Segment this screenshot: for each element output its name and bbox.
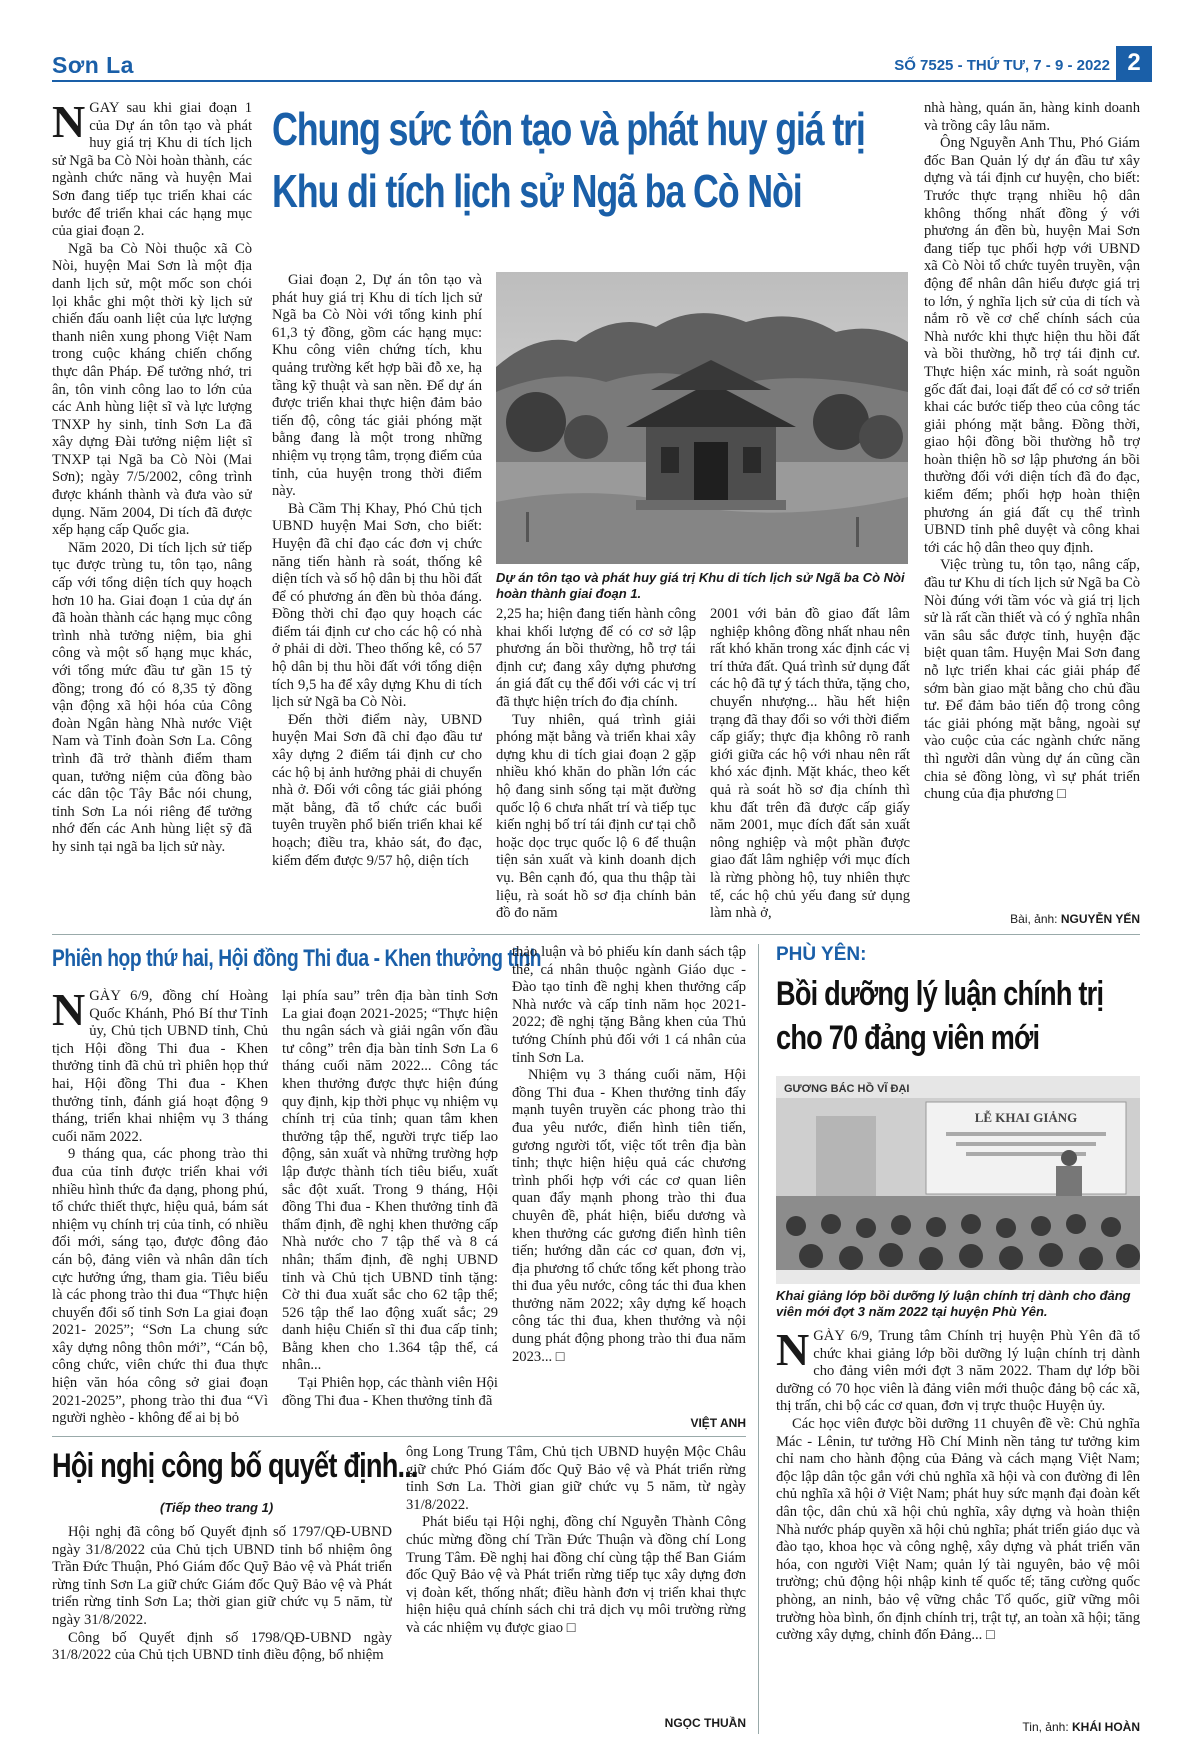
paragraph: Hội nghị đã công bố Quyết định số 1797/QĐ-UBND ngày 31/8/2022 của Chủ tịch UBND tỉnh bổ nhiệm ông Trần Đức Thuận, Phó Giám đốc Quỹ Bảo vệ và Phát triển rừng tỉnh Sơn La giữ chức Giám đốc Quỹ Bảo vệ và Phát triển rừng tỉnh Sơn La; thời gian giữ chức vụ 5 năm, từ ngày 31/8/2022. [52,1524,392,1628]
byline-name: VIỆT ANH [690,1416,746,1430]
paragraph: thảo luận và bỏ phiếu kín danh sách tập thể, cá nhân thuộc ngành Giáo dục - Đào tạo tỉnh đề nghị khen thưởng cấp Nhà nước và cấp tỉnh năm học 2021-2022; đề nghị tặng Bằng khen của Thủ tướng Chính phủ đối với 1 cá nhân của tỉnh Sơn La. [512,944,746,1066]
byline-name: NGUYỄN YẾN [1060,912,1140,926]
paragraph: 2001 với bản đồ giao đất lâm nghiệp không đồng nhất nhau nên rất khó khăn trong xác định các vị trí thửa đất. Quá trình sử dụng đất các hộ đã tự ý tách thửa, tặng cho, chuyển nhượng... hầu hết hiện trạng đã thay đổi so với thời điểm cấp giấy; thực địa không rõ ranh giới giữa các hộ với nhau nên rất khó xác định. Mặt khác, theo kết quả rà soát hồ sơ địa chính thì khu đất trên đã được cấp giấy năm 2001, mục đích đất sản xuất nông nghiệp và một phần được giao đất lâm nghiệp với mục đích là rừng phòng hộ, tuy nhiên thực tế, các hộ chủ yếu đang sử dụng làm nhà ở, [710,606,910,922]
article1-column-3 [496,606,696,930]
section-name: Sơn La [52,52,134,78]
paragraph: GAY sau khi giai đoạn 1 của Dự án tôn tạo và phát huy giá trị Khu di tích lịch sử Ngã ba Cò Nòi hoàn thành, các ngành chức năng và huyện Mai Sơn đang tiếp tục triển khai các bước để triển khai các hạng mục của giai đoạn 2. [52,100,252,240]
article2-column-3 [512,944,746,1414]
article1-title-line2: Khu di tích lịch sử Ngã ba Cò Nòi [272,165,802,217]
paragraph: Phát biểu tại Hội nghị, đồng chí Nguyễn Thành Công chúc mừng đồng chí Trần Đức Thuận và đồng chí Long Trung Tâm. Đề nghị hai đồng chí cùng tập thể Ban Giám đốc Quỹ Bảo vệ và Phát triển rừng tiếp tục xây dựng đơn vị đoàn kết, thống nhất; điều hành đơn vị triển khai thực hiện hiệu quả chính sách chi trả dịch vụ môi trường rừng và các nhiệm vụ được giao □ [406,1514,746,1637]
paragraph: Đến thời điểm này, UBND huyện Mai Sơn đã chỉ đạo đầu tư xây dựng 2 điểm tái định cư cho các hộ bị ảnh hưởng phải di chuyển nhà ở. Đối với công tác giải phóng mặt bằng, đã tổ chức các buổi tuyên truyền phổ biến triển khai kế hoạch; điều tra, khảo sát, đo đạc, kiểm đếm được 9/57 hộ, diện tích [272,711,482,869]
paragraph: ông Long Trung Tâm, Chủ tịch UBND huyện Mộc Châu giữ chức Phó Giám đốc Quỹ Bảo vệ và Phát triển rừng tỉnh Sơn La. Thời gian giữ chức vụ 5 năm, từ ngày 31/8/2022. [406,1444,746,1513]
article1-column-5 [924,100,1140,910]
memorial-photo-image [496,272,908,564]
article2-column-2 [282,988,498,1428]
paragraph: 9 tháng qua, các phong trào thi đua của tỉnh được triển khai với nhiều hình thức đa dạng, phong phú, tổ chức thiết thực, hiệu quả, bám sát nhiệm vụ chính trị của tỉnh, có nhiều đổi mới, sáng tạo, được đông đảo cán bộ, đảng viên và nhân dân tích cực hưởng ứng, tham gia. Tiêu biểu là các phong trào thi đua “Thực hiện chuyển đổi số tỉnh Sơn La giai đoạn 2021- 2025”; “Sơn La chung sức xây dựng nông thôn mới”, “Cán bộ, công chức, viên chức thi đua thực hiện văn hóa công sở giai đoạn 2021-2025”, phong trào thi đua “Vì người nghèo - không để ai bị bỏ [52,1146,268,1427]
article4-body [776,1328,1140,1720]
dropcap: N [52,988,86,1035]
column-divider [758,944,759,1734]
dropcap: N [776,1328,810,1375]
photo-sign-text: LỄ KHAI GIẢNG [974,1110,1078,1125]
article1-headline [272,98,912,238]
paragraph: Nhiệm vụ 3 tháng cuối năm, Hội đồng Thi đua - Khen thưởng tỉnh đẩy mạnh tuyên truyền các phong trào thi đua yêu nước, điển hình tiên tiến, gương người tốt, việc tốt trên địa bàn tỉnh; thực hiện hiệu quả các chương trình phối hợp với các cơ quan liên quan đẩy mạnh phong trào thi đua chuyên đề, phát hiện, biểu dương và khen thưởng các gương điển hình tiên tiến; hướng dẫn các cơ quan, đơn vị, địa phương tổ chức tổng kết phong trào thi đua yêu nước, công tác thi đua khen thưởng năm 2022; xây dựng kế hoạch công tác thi đua, khen thưởng và nội dung phát động phong trào thi đua năm 2023... □ [512,1067,746,1366]
paragraph: Giai đoạn 2, Dự án tôn tạo và phát huy giá trị Khu di tích lịch sử Ngã ba Cò Nòi với tổng kinh phí 61,3 tỷ đồng, gồm các hạng mục: Khu công viên chứng tích, khu quảng trường kết hợp bãi đỗ xe, hạ tầng kỹ thuật và san nền. Để dự án được triển khai thực hiện đảm bảo tiến độ, công tác giải phóng mặt bằng đang là một trong những nhiệm vụ trọng tâm, trọng điểm của tỉnh, của huyện trong thời điểm này. [272,272,482,500]
article1-column-2 [272,272,482,930]
article1-photo [496,272,908,564]
paragraph: nhà hàng, quán ăn, hàng kinh doanh và trồng cây lâu năm. [924,100,1140,134]
paragraph: Bà Cầm Thị Khay, Phó Chủ tịch UBND huyện Mai Sơn, cho biết: Huyện đã chỉ đạo các đơn vị chức năng tiến hành rà soát, thống kê diện tích và số hộ dân bị thu hồi đất để có phương án đền bù thỏa đáng. Đồng thời chỉ đạo quy hoạch các điểm tái định cư cho các hộ có nhà ở phải di dời. Theo thống kê, có 57 hộ dân bị thu hồi đất với tổng diện tích 9,5 ha để xây dựng Khu di tích lịch sử Ngã ba Cò Nòi. [272,500,482,711]
article1-column-1 [52,100,252,930]
paragraph: Việc trùng tu, tôn tạo, nâng cấp, đầu tư Khu di tích lịch sử Ngã ba Cò Nòi đúng với tầm vóc và giá trị lịch sử là rất cần thiết và có ý nghĩa nhân văn sâu sắc được tỉnh, huyện đặc biệt quan tâm. Huyện Mai Sơn đang nỗ lực triển khai các giải pháp để sớm bàn giao mặt bằng cho chủ đầu tư. Để đảm bảo tiến độ trong công tác giải phóng mặt bằng, ngoài sự vào cuộc của các ngành chức năng thì người dân vùng dự án cũng cần chia sẻ đồng lòng, vì sự phát triển chung của địa phương □ [924,557,1140,803]
article1-photo-caption: Dự án tôn tạo và phát huy giá trị Khu di tích lịch sử Ngã ba Cò Nòi hoàn thành giai đoạn 1. [496,570,905,601]
paragraph: Ngã ba Cò Nòi thuộc xã Cò Nòi, huyện Mai Sơn là một địa danh lịch sử, một mốc son chói lọi khắc ghi một thời kỳ lịch sử chiến đấu oanh liệt của lực lượng thanh niên xung phong Việt Nam trong cuộc kháng chiến chống thực dân Pháp. Để tưởng nhớ, tri ân, tôn vinh công lao to lớn của các Anh hùng liệt sĩ và lực lượng TNXP hy sinh, tỉnh Sơn La đã xây dựng Đài tưởng niệm liệt sĩ TNXP tại Ngã ba Cò Nòi (Mai Sơn); ngày 7/5/2002, công trình được khánh thành và đưa vào sử dụng. Năm 2004, Di tích đã được xếp hạng cấp Quốc gia. [52,240,252,539]
paragraph: Năm 2020, Di tích lịch sử tiếp tục được trùng tu, tôn tạo, nâng cấp với tổng diện tích quy hoạch hơn 10 ha. Giai đoạn 1 của dự án đã hoàn thành các hạng mục công trình nhà tưởng niệm, bia ghi công và một số hạng mục khác, với tổng mức đầu tư gần 15 tỷ đồng; trong đó có 8,35 tỷ đồng vận động xã hội hóa của Công đoàn Ngân hàng Nhà nước Việt Nam và Tỉnh đoàn Sơn La. Công trình đã trở thành điểm tham quan, tưởng niệm của đồng bào các dân tộc Tây Bắc nói chung, tỉnh Sơn La nói riêng để tưởng nhớ đến các Anh hùng liệt sỹ đã hy sinh tại ngã ba lịch sử này. [52,539,252,855]
classroom-photo-image [776,1076,1140,1284]
dropcap: N [52,100,86,147]
article3-continued-note: (Tiếp theo trang 1) [160,1500,274,1515]
paragraph: GÀY 6/9, đồng chí Hoàng Quốc Khánh, Phó Bí thư Tỉnh ủy, Chủ tịch UBND tỉnh, Chủ tịch Hội đồng Thi đua - Khen thưởng tỉnh đã chủ trì phiên họp thứ hai, Hội đồng Thi đua - Khen thưởng tỉnh, đánh giá hoạt động 9 tháng, triển khai nhiệm vụ 3 tháng cuối năm 2022. [52,988,268,1145]
byline-label: Bài, ảnh: [1010,912,1058,926]
article1-column-4 [710,606,910,930]
article4-title-line2: cho 70 đảng viên mới [776,1019,1040,1057]
article2-title: Phiên họp thứ hai, Hội đồng Thi đua - Khen thưởng tỉnh [52,945,542,972]
article3-headline [52,1444,418,1492]
article3-column-1 [52,1524,392,1734]
byline-name: KHÁI HOÀN [1072,1720,1140,1734]
page-number: 2 [1116,46,1152,80]
article3-byline [406,1716,746,1730]
article4-photo-caption: Khai giảng lớp bồi dưỡng lý luận chính trị dành cho đảng viên mới đợt 3 năm 2022 tại huyện Phù Yên. [776,1288,1131,1319]
article3-column-2 [406,1444,746,1714]
article4-title-line1: Bồi dưỡng lý luận chính trị [776,975,1104,1013]
article4-byline [776,1720,1140,1734]
article4-photo [776,1076,1140,1284]
paragraph: Ông Nguyễn Anh Thu, Phó Giám đốc Ban Quản lý dự án đầu tư xây dựng và tái định cư huyện, cho biết: Trước thực trạng nhiều hộ dân không thống nhất đồng ý với phương án đền bù, huyện Mai Sơn đang tiếp tục phối hợp với UBND xã Cò Nòi tổ chức tuyên truyền, vận động để nhân dân hiểu được giá trị to lớn, ý nghĩa lịch sử của di tích và nắm rõ về cơ chế chính sách của Nhà nước khi thực hiện thu hồi đất và bồi thường, hỗ trợ tái định cư. Thực hiện xác minh, rà soát nguồn gốc đất đai, loại đất để có cơ sở triển khai các bước tiếp theo của công tác giải phóng mặt bằng. Đồng thời, giao hội đồng bồi thường hỗ trợ hoàn thiện hồ sơ lập phương án bồi thường đối với diện tích đã đo đạc, kiểm đếm; phối hợp hoàn thiện phương án giá đất cụ thể trình UBND tỉnh phê duyệt và công khai tới các hộ dân theo quy định. [924,135,1140,556]
article4-kicker: PHÙ YÊN: [776,944,867,965]
paragraph: Tuy nhiên, quá trình giải phóng mặt bằng và triển khai xây dựng khu di tích giai đoạn 2 gặp nhiều khó khăn do phần lớn các hộ đang sinh sống tại mặt đường quốc lộ 6 chưa nhất trí và tiếp tục kiến nghị bố trí tái định cư tại chỗ hoặc dọc trục quốc lộ 6 để thuận tiện sản xuất và kinh doanh dịch vụ. Bên cạnh đó, qua thu thập tài liệu, rà soát hồ sơ địa chính bản đồ đo năm [496,711,696,922]
page-header [52,50,1152,82]
photo-banner-text: GƯƠNG BÁC HỒ VĨ ĐẠI [784,1083,910,1095]
article3-title: Hội nghị công bố quyết định... [52,1447,418,1485]
paragraph: Tại Phiên họp, các thành viên Hội đồng Thi đua - Khen thưởng tỉnh đã [282,1375,498,1409]
issue-info: SỐ 7525 - THỨ TƯ, 7 - 9 - 2022 [894,57,1110,74]
byline-label: Tin, ảnh: [1022,1720,1069,1734]
article1-title-line1: Chung sức tôn tạo và phát huy giá trị [272,103,865,155]
paragraph: 2,25 ha; hiện đang tiến hành công khai khối lượng để có cơ sở lập phương án bồi thường, hỗ trợ tái định cư; đang xây dựng phương án giá đất cụ thể đối với các vị trí đã thực hiện trích đo địa chính. [496,606,696,710]
section-divider [52,1436,746,1437]
paragraph: Công bố Quyết định số 1798/QĐ-UBND ngày 31/8/2022 của Chủ tịch UBND tỉnh điều động, bổ nhiệm [52,1629,392,1664]
article2-byline [512,1416,746,1430]
paragraph: GÀY 6/9, Trung tâm Chính trị huyện Phù Yên đã tổ chức khai giảng lớp bồi dưỡng lý luận chính trị dành cho đảng viên mới đợt 3 năm 2022. Tham dự lớp bồi dưỡng có 70 học viên là đảng viên mới thuộc đảng bộ các xã, thị trấn, chi bộ các cơ quan, đơn vị trực thuộc Huyện ủy. [776,1328,1140,1415]
paragraph: Các học viên được bồi dưỡng 11 chuyên đề về: Chủ nghĩa Mác - Lênin, tư tưởng Hồ Chí Minh nền tảng tư tưởng kim chỉ nam cho hành động của Đảng và cách mạng Việt Nam; độc lập dân tộc gắn với chủ nghĩa xã hội và con đường đi lên chủ nghĩa xã hội ở Việt Nam; phát huy sức mạnh đại đoàn kết dân tộc, dân chủ xã hội chủ nghĩa, xây dựng và hoàn thiện Nhà nước pháp quyền xã hội chủ nghĩa; phát triển giáo dục và đào tạo, khoa học và công nghệ, xây dựng và phát triển văn hóa, con người Việt Nam; quản lý tài nguyên, bảo vệ môi trường; chủ động hội nhập kinh tế quốc tế; tăng cường quốc phòng, an ninh, bảo vệ vững chắc Tổ quốc, giữ vững môi trường hòa bình, ổn định chính trị, trật tự, an toàn xã hội; tăng cường xây dựng, chỉnh đốn Đảng... □ [776,1416,1140,1645]
article2-column-1 [52,988,268,1428]
article4-headline [776,972,1140,1068]
paragraph: lại phía sau” trên địa bàn tỉnh Sơn La giai đoạn 2021-2025; “Thực hiện thu ngân sách và giải ngân vốn đầu tư công” trên địa bàn tỉnh Sơn La 6 tháng cuối năm 2022... Công tác khen thưởng được thực hiện đúng quy định, kịp thời phục vụ nhiệm vụ chính trị của tỉnh; quan tâm khen thưởng tập thể, người trực tiếp lao động, sản xuất và những trường hợp lập được thành tích tiêu biểu, xuất sắc đột xuất. Trong 9 tháng, Hội đồng Thi đua - Khen thưởng tỉnh đã thẩm định, đề nghị khen thưởng cấp Nhà nước cho 7 tập thể và 8 cá nhân; thẩm định, đề nghị UBND tỉnh và Chủ tịch UBND tỉnh tặng: Cờ thi đua xuất sắc cho 62 tập thể; 526 tập thể lao động xuất sắc; 29 danh hiệu Chiến sĩ thi đua cấp tỉnh; Bằng khen cho 1.364 tập thể, cá nhân... [282,988,498,1374]
section-divider [52,934,1140,935]
article1-byline [924,912,1140,926]
byline-name: NGỌC THUẦN [664,1716,746,1730]
